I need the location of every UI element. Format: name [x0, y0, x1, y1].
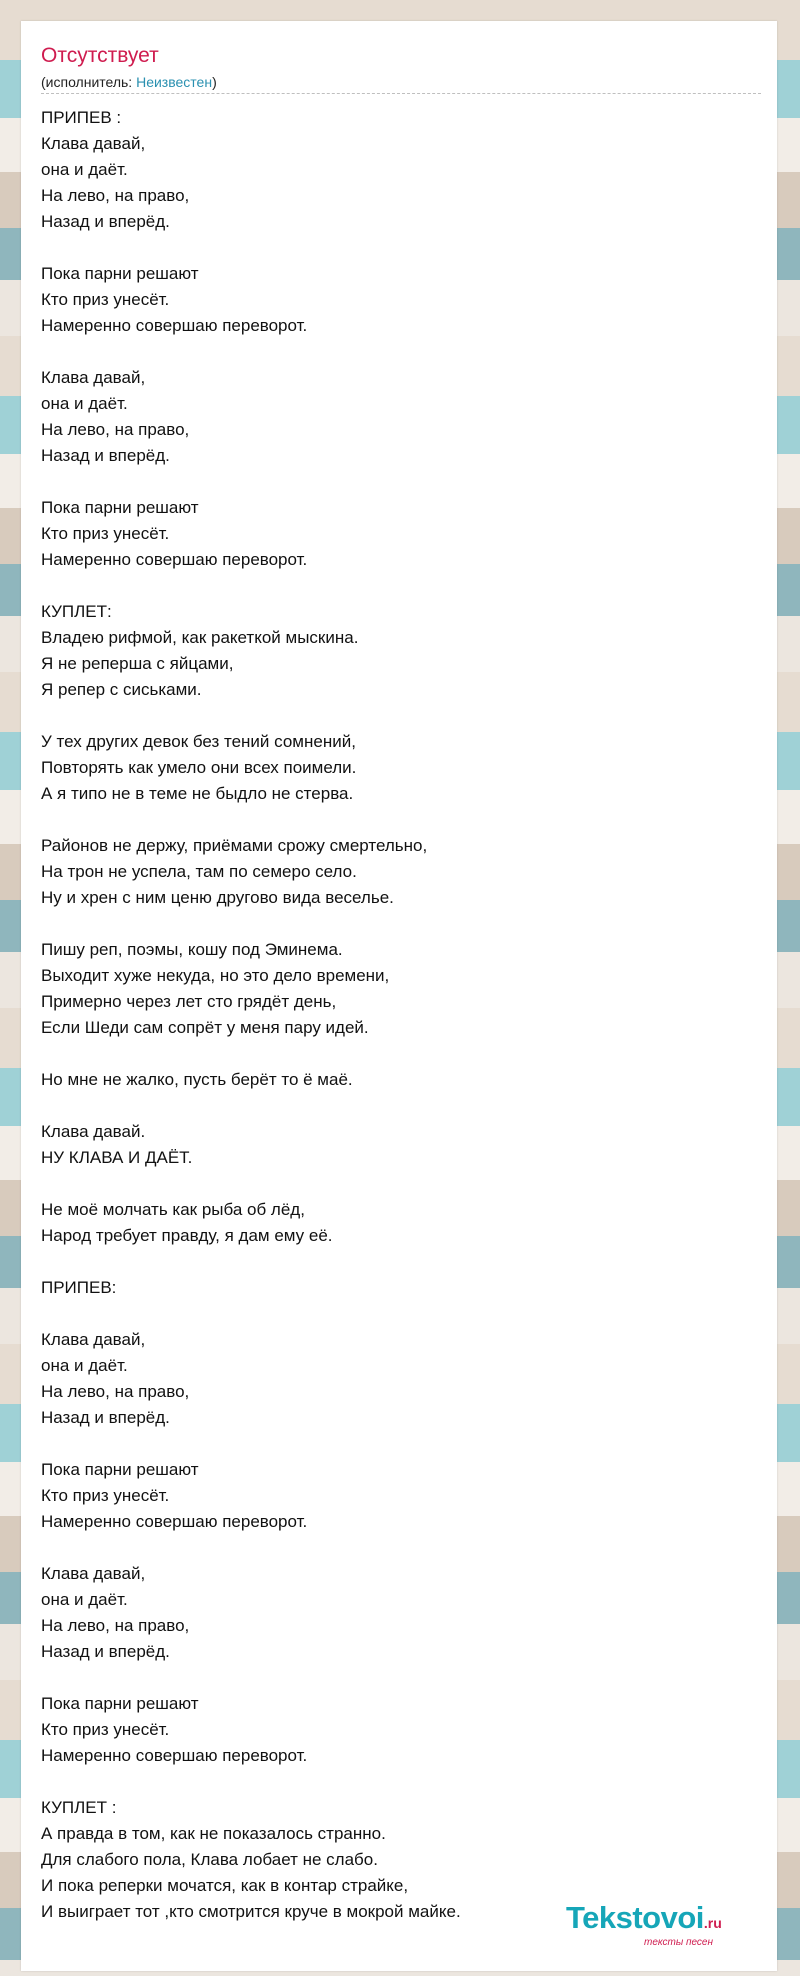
logo-tagline: тексты песен — [644, 1937, 713, 1948]
performer-line — [41, 74, 217, 90]
logo-name: Tekstovoi — [566, 1900, 704, 1935]
performer-prefix: (исполнитель: — [41, 74, 137, 90]
song-title: Отсутствует — [41, 44, 159, 67]
tekstovoi-logo[interactable] — [566, 1900, 776, 1956]
dashed-divider — [41, 93, 761, 94]
performer-link[interactable]: Неизвестен — [136, 74, 213, 90]
performer-suffix: ) — [212, 74, 217, 90]
logo-domain: .ru — [703, 1915, 722, 1931]
lyrics-card — [21, 21, 777, 1971]
lyrics-text: ПРИПЕВ : Клава давай, она и даёт. На лево, на право, Назад и вперёд. Пока парни решают Кто приз унесёт. Намеренно совершаю переворот. Клава давай, она и даёт. На лево, на право, Назад и вперёд. Пока парни решают Кто приз унесёт. Намеренно совершаю переворот. КУПЛЕТ: Владею рифмой, как ракеткой мыскина. Я не реперша с яйцами, Я репер с сиськами. У тех других девок без тений сомнений, Повторять как умело они всех поимели. А я типо не в теме не быдло не стерва. Районов не держу, приёмами срожу смертельно, На трон не успела, там по семеро село. Ну и хрен с ним ценю другово вида веселье. Пишу реп, поэмы, кошу под Эминема. Выходит хуже некуда, но это дело времени, Примерно через лет сто грядёт день, Если Шеди сам сопрёт у меня пару идей. Но мне не жалко, пусть берёт то ё маё. Клава давай. НУ КЛАВА И ДАЁТ. Не моё молчать как рыба об лёд, Народ требует правду, я дам ему её. ПРИПЕВ: Клава давай, она и даёт. На лево, на право, Назад и вперёд. Пока парни решают Кто приз унесёт. Намеренно совершаю переворот. Клава давай, она и даёт. На лево, на право, Назад и вперёд. Пока парни решают Кто приз унесёт. Намеренно совершаю переворот. КУПЛЕТ : А правда в том, как не показалось странно. Для слабого пола, Клава лобает не слабо. И пока реперки мочатся, как в контар страйке, И выиграет тот ,кто смотрится круче в мокрой майке. — [41, 108, 461, 1921]
